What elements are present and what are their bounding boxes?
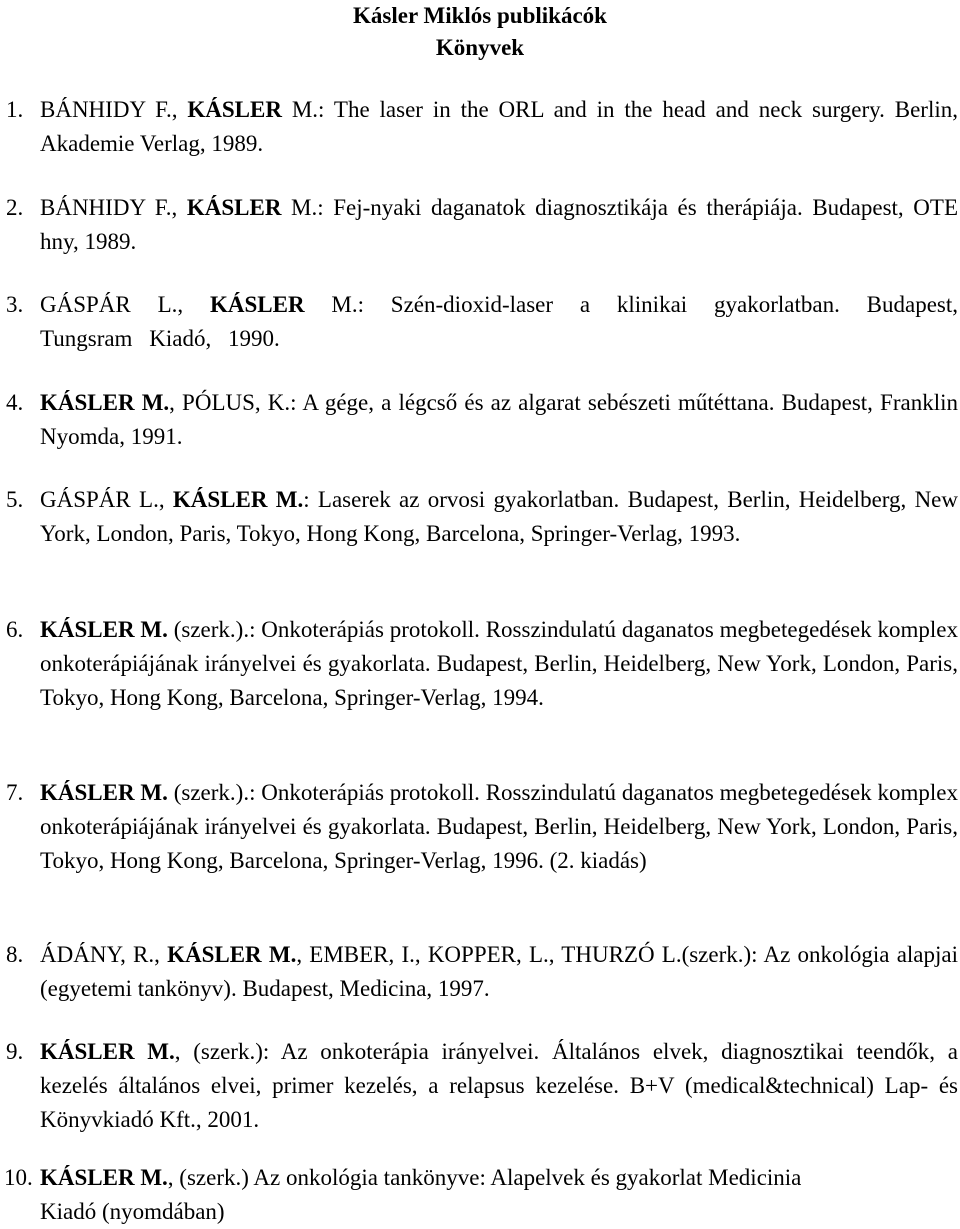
entry-text [40, 93, 958, 161]
entry-authors-bold: KÁSLER [209, 292, 305, 317]
publication-entry [0, 1161, 960, 1229]
publication-entry [0, 93, 960, 161]
entry-authors-bold: KÁSLER M. [40, 780, 168, 805]
entry-body: , (szerk.): Az onkoterápia irányelvei. Általános elvek, diagnosztikai teendők, a kezelés általános elvei, primer kezelés, a relapsus kezelése. B+V (medical&technical) Lap- és Könyvkiadó Kft., 2001. [40, 1039, 958, 1132]
publication-entry [0, 386, 960, 454]
entry-authors-pre: GÁSPÁR L., [40, 292, 210, 317]
entry-authors-pre: GÁSPÁR L., [40, 487, 173, 512]
entry-authors-bold: KÁSLER M. [40, 390, 170, 415]
publication-entry [0, 613, 960, 749]
entry-number: 5. [6, 487, 24, 512]
entry-authors-bold: KÁSLER M. [40, 617, 168, 642]
publication-entry [0, 288, 960, 356]
entry-number: 6. [6, 617, 24, 642]
entry-number: 1. [6, 97, 24, 122]
page-title: Kásler Miklós publikácók [353, 3, 607, 28]
entry-number: 4. [6, 390, 24, 415]
entry-body: (szerk.).: Onkoterápiás protokoll. Rosszindulatú daganatos megbetegedések komplex onkoterápiájának irányelvei és gyakorlata. Budapest, Berlin, Heidelberg, New York, London, Paris, Tokyo, Hong Kong, Barcelona, Springer-Verlag, 1996. (2. kiadás) [40, 780, 958, 873]
entry-text [40, 1161, 840, 1229]
entry-number: 3. [6, 292, 24, 317]
entry-body: : Laserek az orvosi gyakorlatban. Budapest, Berlin, Heidelberg, New York, London, Paris, Tokyo, Hong Kong, Barcelona, Springer-Verlag, 1993. [40, 487, 958, 546]
entry-number: 7. [6, 780, 24, 805]
entry-text [40, 191, 958, 259]
publication-entry [0, 776, 960, 912]
entry-authors-bold: KÁSLER M. [40, 1039, 175, 1064]
entry-body: M.: The laser in the ORL and in the head and neck surgery. Berlin, Akademie Verlag, 1989. [40, 97, 958, 156]
entry-number: 8. [6, 942, 24, 967]
entry-authors-bold: KÁSLER M. [167, 942, 297, 967]
section-heading: Könyvek [435, 35, 525, 60]
entry-authors-bold: KÁSLER M. [172, 487, 304, 512]
entry-text [40, 1035, 958, 1137]
entry-body: , EMBER, I., KOPPER, L., THURZÓ L.(szerk.): Az onkológia alapjai (egyetemi tankönyv). Budapest, Medicina, 1997. [40, 942, 958, 1001]
entry-authors-bold: KÁSLER [187, 97, 282, 122]
entry-body: M.: Fej-nyaki daganatok diagnosztikája és therápiája. Budapest, OTE hny, 1989. [40, 195, 958, 254]
entry-text [40, 613, 958, 715]
entry-text [40, 386, 958, 454]
entry-authors-bold: KÁSLER M. [40, 1165, 168, 1190]
entry-body: , (szerk.) Az onkológia tankönyve: Alapelvek és gyakorlat Medicinia Kiadó (nyomdában) [40, 1165, 802, 1224]
publication-entry [0, 938, 960, 1006]
entry-text [40, 776, 958, 878]
entry-number: 9. [6, 1039, 24, 1064]
entry-body: , PÓLUS, K.: A gége, a légcső és az algarat sebészeti műtéttana. Budapest, Franklin Nyomda, 1991. [40, 390, 958, 449]
entry-authors-pre: BÁNHIDY F., [40, 195, 187, 220]
publication-entry [0, 191, 960, 259]
entry-number: 2. [6, 195, 24, 220]
entry-text [40, 288, 958, 356]
entry-body: (szerk.).: Onkoterápiás protokoll. Rosszindulatú daganatos megbetegedések komplex onkoterápiájának irányelvei és gyakorlata. Budapest, Berlin, Heidelberg, New York, London, Paris, Tokyo, Hong Kong, Barcelona, Springer-Verlag, 1994. [40, 617, 958, 710]
entry-text [40, 483, 958, 551]
entry-number: 10. [4, 1165, 33, 1190]
entry-body: M.: Szén-dioxid-laser a klinikai gyakorlatban. Budapest, Tungsram Kiadó, 1990. [40, 292, 958, 351]
publication-entry [0, 1035, 960, 1137]
entry-authors-pre: ÁDÁNY, R., [40, 942, 168, 967]
publication-entry [0, 483, 960, 585]
entry-authors-pre: BÁNHIDY F., [40, 97, 188, 122]
entry-text [40, 938, 958, 1006]
entry-authors-bold: KÁSLER [186, 195, 282, 220]
